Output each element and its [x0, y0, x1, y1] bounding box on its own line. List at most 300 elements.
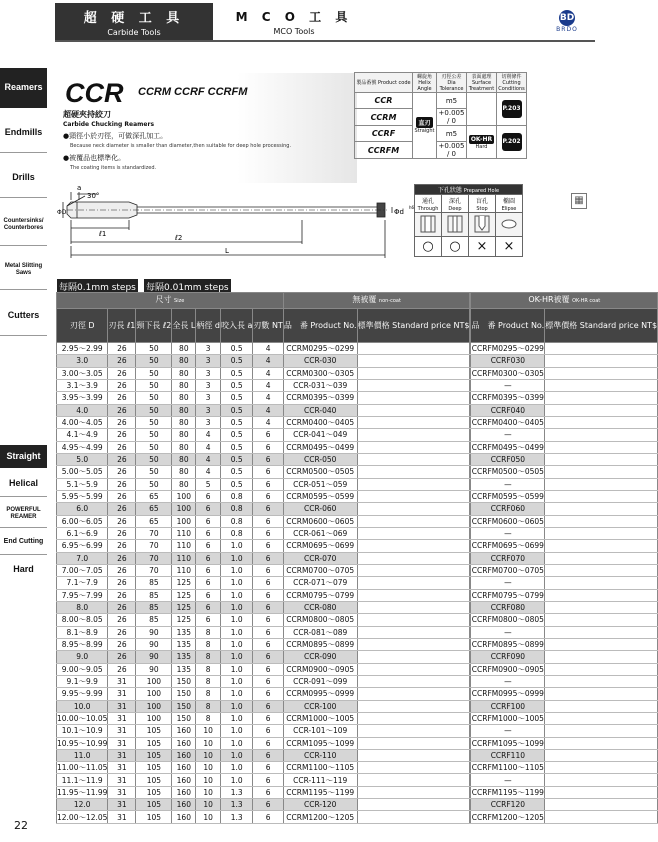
cell-d: 10 — [196, 749, 221, 761]
cell-price — [357, 589, 470, 601]
cell-l1: 31 — [108, 712, 136, 724]
cell-NT: 6 — [253, 688, 283, 700]
cell-NT: 6 — [253, 515, 283, 527]
cell-a: 1.0 — [220, 774, 252, 786]
cell-price — [357, 466, 470, 478]
cell-NT: 4 — [253, 404, 283, 416]
stop-hole-icon — [469, 213, 496, 237]
cell-price-okhr — [545, 626, 658, 638]
cell-product-no: CCRM0900～0905 — [283, 663, 357, 675]
cell-product-no: CCRM1195～1199 — [283, 786, 357, 798]
table-row — [57, 688, 658, 700]
cell-d: 8 — [196, 700, 221, 712]
brand-title-box — [215, 3, 373, 40]
cell-l2: 50 — [136, 466, 172, 478]
cell-NT: 4 — [253, 355, 283, 367]
cell-l1: 26 — [108, 651, 136, 663]
cell-NT: 6 — [253, 749, 283, 761]
feature-1-cn: ●頸徑小於刃徑，可做深孔加工。 — [63, 132, 168, 140]
hole-title: 下孔狀態 Prepared Hole — [415, 185, 523, 195]
cell-product-no-okhr: — — [471, 527, 545, 539]
table-row — [57, 540, 658, 552]
straight-badge: 直刃 — [416, 117, 432, 128]
cell-NT: 6 — [253, 441, 283, 453]
sidebar-item-hard[interactable]: Hard — [13, 564, 34, 575]
table-row — [57, 774, 658, 786]
elipse-hole-icon — [496, 213, 523, 237]
cell-L: 150 — [172, 688, 196, 700]
cell-l2: 50 — [136, 367, 172, 379]
sidebar-item-straight[interactable]: Straight — [0, 445, 47, 468]
table-row — [57, 811, 658, 823]
cell-product-no-okhr: CCRF090 — [471, 651, 545, 663]
cell-price — [357, 392, 470, 404]
cell-d: 8 — [196, 638, 221, 650]
cell-product-no: CCR-091～099 — [283, 675, 357, 687]
cell-product-no-okhr: CCRFM1100～1105 — [471, 763, 544, 773]
cell-a: 1.0 — [220, 626, 252, 638]
cell-D: 6.0 — [57, 503, 108, 515]
cell-d: 3 — [196, 343, 221, 355]
cell-NT: 6 — [253, 638, 283, 650]
cell-d: 6 — [196, 564, 221, 576]
cell-L: 80 — [172, 453, 196, 465]
cell-product-no-okhr: CCRFM0495～0499 — [471, 442, 544, 452]
cell-L: 150 — [172, 675, 196, 687]
cell-l1: 26 — [108, 379, 136, 391]
cell-l1: 31 — [108, 774, 136, 786]
cell-price-okhr — [545, 527, 658, 539]
cell-l2: 85 — [136, 577, 172, 589]
cell-D: 9.00～9.05 — [57, 663, 108, 675]
col-price-okhr: 標準價格 Standard price NT$ — [545, 309, 658, 343]
table-row — [57, 564, 658, 576]
cell-d: 5 — [196, 478, 221, 490]
cell-D: 11.00～11.05 — [57, 763, 108, 773]
table-row — [57, 379, 658, 391]
cell-d: 6 — [196, 527, 221, 539]
cell-product-no-okhr: — — [471, 725, 545, 737]
grid-icon[interactable]: ▦ — [571, 193, 587, 209]
product-name-en: Carbide Chucking Reamers — [63, 121, 155, 128]
cell-product-no: CCR-101～109 — [283, 725, 357, 737]
cell-D: 7.00～7.05 — [57, 564, 108, 576]
cell-L: 135 — [172, 663, 196, 675]
cell-NT: 6 — [253, 786, 283, 798]
cell-product-no-okhr: CCRFM1200～1205 — [471, 812, 544, 822]
cell-l2: 100 — [136, 675, 172, 687]
cell-product-no-okhr: CCRFM0895～0899 — [471, 640, 544, 650]
cell-NT: 6 — [253, 601, 283, 613]
cell-a: 1.0 — [220, 577, 252, 589]
cell-a: 1.0 — [220, 638, 252, 650]
helix-cell — [413, 93, 437, 159]
cell-product-no-okhr: CCRF110 — [471, 749, 545, 761]
col-D: 刃徑 D — [57, 309, 108, 343]
cell-product-no-okhr: CCRF050 — [471, 453, 545, 465]
cell-price — [357, 688, 470, 700]
cell-l1: 31 — [108, 786, 136, 798]
cell-a: 1.0 — [220, 762, 252, 774]
cell-l2: 90 — [136, 651, 172, 663]
cell-a: 1.0 — [220, 663, 252, 675]
cell-product-no: CCRM0795～0799 — [283, 589, 357, 601]
cell-price-okhr — [545, 774, 658, 786]
cell-price — [357, 453, 470, 465]
cell-d: 6 — [196, 503, 221, 515]
cell-d: 10 — [196, 774, 221, 786]
cell-product-no: CCR-031～039 — [283, 379, 357, 391]
cell-L: 125 — [172, 614, 196, 626]
cell-product-no-okhr: CCRF120 — [471, 799, 545, 811]
hole-col-elipse: 橢圓 Elipse — [496, 195, 523, 213]
label-d: Φd — [394, 208, 404, 216]
prepared-hole-table — [414, 184, 523, 257]
cell-D: 11.1～11.9 — [57, 774, 108, 786]
cell-D: 3.0 — [57, 355, 108, 367]
cell-price-okhr — [545, 429, 658, 441]
cell-price — [357, 540, 470, 552]
cell-D: 8.0 — [57, 601, 108, 613]
cell-NT: 6 — [253, 552, 283, 564]
cell-price — [357, 786, 470, 798]
cell-price-okhr — [545, 589, 658, 601]
cell-a: 0.5 — [220, 429, 252, 441]
table-row — [57, 737, 658, 749]
cell-a: 1.0 — [220, 552, 252, 564]
col-product-no: 品 番 Product No. — [283, 309, 357, 343]
hole-col-through: 通孔 Through — [415, 195, 442, 213]
sidebar-item-helical[interactable]: Helical — [0, 472, 47, 497]
cell-price — [357, 478, 470, 490]
cell-d: 10 — [196, 737, 221, 749]
cell-a: 0.5 — [220, 392, 252, 404]
cell-product-no: CCRM0295～0299 — [283, 343, 357, 355]
cell-price — [357, 712, 470, 724]
cell-d: 8 — [196, 675, 221, 687]
label-D: ΦD — [57, 209, 67, 216]
cell-NT: 6 — [253, 527, 283, 539]
cell-D: 9.0 — [57, 651, 108, 663]
col-d: 柄徑 d — [196, 309, 221, 343]
sidebar-item-end-cutting[interactable]: End Cutting — [0, 530, 47, 555]
page-header — [0, 0, 597, 44]
cell-D: 7.1～7.9 — [57, 577, 108, 589]
cell-product-no-okhr: CCRFM0500～0505 — [471, 467, 544, 477]
cell-price — [357, 404, 470, 416]
cell-L: 125 — [172, 601, 196, 613]
cell-price-okhr — [545, 675, 658, 687]
cell-D: 9.95～9.99 — [57, 688, 108, 700]
cell-l1: 31 — [108, 700, 136, 712]
cell-price-okhr — [545, 416, 658, 428]
cell-price — [357, 638, 470, 650]
sidebar-item-endmills[interactable]: Endmills — [0, 113, 47, 153]
page-ref-icon[interactable]: P.202 — [502, 133, 522, 151]
cell-product-no: CCRM0995～0999 — [283, 688, 357, 700]
cell-L: 160 — [172, 749, 196, 761]
cond2-cell[interactable] — [497, 126, 527, 159]
cell-L: 80 — [172, 441, 196, 453]
cell-price-okhr — [545, 490, 658, 502]
cond1-cell[interactable] — [497, 93, 527, 126]
cell-l2: 70 — [136, 540, 172, 552]
cell-price — [357, 503, 470, 515]
cell-product-no: CCR-060 — [283, 503, 357, 515]
through-hole-icon — [415, 213, 442, 237]
cell-price — [357, 552, 470, 564]
feature-1-en: Because neck diameter is smaller than diameter,then suitable for deep hole processing. — [70, 143, 292, 149]
cell-L: 110 — [172, 540, 196, 552]
cell-l1: 31 — [108, 737, 136, 749]
cell-L: 135 — [172, 638, 196, 650]
cell-a: 1.0 — [220, 700, 252, 712]
cell-price — [357, 577, 470, 589]
deep-mark: ○ — [442, 237, 469, 257]
cell-a: 1.0 — [220, 688, 252, 700]
cell-product-no-okhr: — — [471, 675, 545, 687]
cell-product-no: CCRM0800～0805 — [283, 614, 357, 626]
table-row — [57, 429, 658, 441]
spec-code: CCRF — [355, 126, 413, 142]
cell-product-no: CCRM0895～0899 — [283, 638, 357, 650]
cell-a: 1.3 — [220, 786, 252, 798]
cell-a: 0.8 — [220, 503, 252, 515]
cell-L: 80 — [172, 355, 196, 367]
cell-l2: 100 — [136, 700, 172, 712]
cell-product-no: CCRM0500～0505 — [283, 466, 357, 478]
cell-l2: 100 — [136, 688, 172, 700]
cell-price — [357, 515, 470, 527]
cell-product-no: CCR-100 — [283, 700, 357, 712]
cell-l1: 26 — [108, 404, 136, 416]
table-row — [57, 355, 658, 367]
cell-L: 80 — [172, 379, 196, 391]
cell-d: 10 — [196, 799, 221, 811]
cell-d: 10 — [196, 762, 221, 774]
cell-a: 1.0 — [220, 749, 252, 761]
cell-product-no: CCRM1100～1105 — [283, 762, 357, 774]
cell-price-okhr — [545, 577, 658, 589]
cell-d: 6 — [196, 490, 221, 502]
cell-l1: 26 — [108, 552, 136, 564]
cell-D: 12.00～12.05 — [57, 812, 108, 822]
cell-L: 110 — [172, 527, 196, 539]
cell-l2: 70 — [136, 527, 172, 539]
cell-product-no-okhr: — — [471, 429, 545, 441]
cell-l2: 50 — [136, 404, 172, 416]
cell-price — [357, 663, 470, 675]
sidebar-item-powerful-reamer[interactable]: POWERFUL REAMER — [0, 500, 47, 528]
cell-price-okhr — [545, 564, 658, 576]
cell-product-no: CCR-041～049 — [283, 429, 357, 441]
cell-a: 1.0 — [220, 614, 252, 626]
cell-NT: 6 — [253, 453, 283, 465]
cell-product-no: CCR-050 — [283, 453, 357, 465]
cell-NT: 6 — [253, 762, 283, 774]
table-row — [57, 749, 658, 761]
cell-a: 0.5 — [220, 416, 252, 428]
brand-subtitle: MCO Tools — [273, 27, 315, 36]
cell-price-okhr — [545, 638, 658, 650]
cell-product-no: CCR-051～059 — [283, 478, 357, 490]
cell-a: 0.5 — [220, 343, 252, 355]
cell-product-no: CCR-040 — [283, 404, 357, 416]
cell-L: 110 — [172, 564, 196, 576]
cell-l2: 50 — [136, 379, 172, 391]
table-row — [57, 416, 658, 428]
cell-price — [357, 355, 470, 367]
cell-l1: 26 — [108, 577, 136, 589]
table-row — [57, 343, 658, 355]
cell-product-no: CCRM0600～0605 — [283, 515, 357, 527]
cell-price — [357, 700, 470, 712]
cell-d: 8 — [196, 712, 221, 724]
cell-l1: 26 — [108, 490, 136, 502]
cell-price-okhr — [545, 725, 658, 737]
cell-l2: 85 — [136, 589, 172, 601]
cell-l2: 50 — [136, 343, 172, 355]
cell-NT: 6 — [253, 577, 283, 589]
cell-D: 3.1～3.9 — [57, 379, 108, 391]
cell-product-no-okhr: CCRFM1095～1099 — [471, 738, 544, 748]
cell-price — [357, 675, 470, 687]
okhr-badge: OK-HR — [470, 135, 493, 143]
cell-l2: 90 — [136, 663, 172, 675]
cell-price — [357, 651, 470, 663]
cell-product-no: CCR-080 — [283, 601, 357, 613]
cell-l2: 105 — [136, 725, 172, 737]
table-row — [57, 367, 658, 379]
treatment-blank — [467, 93, 497, 126]
spec-code: CCR — [355, 93, 413, 109]
col-l2: 頸下長 ℓ2 — [136, 309, 172, 343]
cell-price-okhr — [545, 811, 658, 823]
table-row — [57, 527, 658, 539]
cell-NT: 6 — [253, 564, 283, 576]
step-label-right: 每隔0.01mm steps — [144, 279, 231, 294]
cell-d: 4 — [196, 453, 221, 465]
cell-price-okhr — [545, 663, 658, 675]
cell-product-no: CCRM0695～0699 — [283, 540, 357, 552]
cell-d: 8 — [196, 651, 221, 663]
cell-NT: 6 — [253, 503, 283, 515]
cell-a: 0.8 — [220, 515, 252, 527]
table-row — [57, 404, 658, 416]
cell-l1: 26 — [108, 453, 136, 465]
cell-L: 80 — [172, 478, 196, 490]
cell-l2: 105 — [136, 762, 172, 774]
cell-L: 80 — [172, 392, 196, 404]
cell-NT: 6 — [253, 663, 283, 675]
cell-L: 135 — [172, 651, 196, 663]
cell-L: 160 — [172, 774, 196, 786]
sidebar-item-slitting-saws[interactable]: Metal Slitting Saws — [0, 250, 47, 290]
table-row — [57, 663, 658, 675]
cell-D: 11.95～11.99 — [57, 787, 108, 797]
cell-NT: 6 — [253, 725, 283, 737]
sidebar-item-reamers[interactable]: Reamers — [0, 68, 47, 108]
col-price: 標準價格 Standard price NT$ — [357, 309, 470, 343]
cell-l2: 100 — [136, 712, 172, 724]
sidebar-item-drills[interactable]: Drills — [0, 158, 47, 198]
cell-product-no: CCR-071～079 — [283, 577, 357, 589]
cell-a: 1.3 — [220, 799, 252, 811]
cell-price-okhr — [545, 614, 658, 626]
cell-l2: 50 — [136, 441, 172, 453]
cell-product-no-okhr: CCRFM0595～0599 — [471, 492, 544, 502]
header-divider — [55, 40, 595, 42]
cell-l2: 105 — [136, 774, 172, 786]
cell-a: 1.0 — [220, 725, 252, 737]
cell-l1: 26 — [108, 355, 136, 367]
cell-product-no-okhr: CCRFM0300～0305 — [471, 368, 544, 378]
cell-d: 6 — [196, 614, 221, 626]
cell-d: 6 — [196, 589, 221, 601]
cell-a: 0.8 — [220, 490, 252, 502]
cell-price-okhr — [545, 786, 658, 798]
cell-L: 160 — [172, 737, 196, 749]
cell-price-okhr — [545, 552, 658, 564]
table-row — [57, 466, 658, 478]
spec-header-helix: 螺旋角 Helix Angle — [413, 73, 437, 93]
spec-tol: m5 — [437, 93, 467, 109]
cell-NT: 6 — [253, 799, 283, 811]
feature-2-en: The coating items is standardized. — [70, 165, 157, 171]
cell-price — [357, 725, 470, 737]
cell-l1: 31 — [108, 675, 136, 687]
table-row — [57, 712, 658, 724]
cell-a: 1.3 — [220, 811, 252, 823]
cell-product-no: CCR-070 — [283, 552, 357, 564]
cell-l2: 50 — [136, 416, 172, 428]
cell-a: 0.5 — [220, 367, 252, 379]
cell-NT: 6 — [253, 774, 283, 786]
page-number: 22 — [14, 819, 28, 832]
cell-D: 11.0 — [57, 749, 108, 761]
section-title: 超 硬 工 具 — [83, 11, 185, 26]
cell-product-no-okhr: CCRF070 — [471, 552, 545, 564]
cell-L: 160 — [172, 811, 196, 823]
cell-price-okhr — [545, 799, 658, 811]
cell-l1: 26 — [108, 527, 136, 539]
cell-D: 6.00～6.05 — [57, 515, 108, 527]
page-ref-icon[interactable]: P.203 — [502, 100, 522, 118]
cell-product-no-okhr: — — [471, 379, 545, 391]
table-row — [57, 515, 658, 527]
sidebar-item-cutters[interactable]: Cutters — [0, 296, 47, 336]
cell-l1: 26 — [108, 503, 136, 515]
cell-product-no: CCRM1095～1099 — [283, 737, 357, 749]
cell-price-okhr — [545, 355, 658, 367]
cell-D: 7.95～7.99 — [57, 589, 108, 601]
sidebar-item-countersinks[interactable]: Countersinks/ Counterbores — [0, 204, 47, 246]
cell-price — [357, 490, 470, 502]
cell-price-okhr — [545, 737, 658, 749]
cell-NT: 4 — [253, 392, 283, 404]
cell-L: 125 — [172, 589, 196, 601]
cell-price — [357, 527, 470, 539]
cell-d: 4 — [196, 441, 221, 453]
cell-NT: 4 — [253, 343, 283, 355]
cell-l1: 31 — [108, 749, 136, 761]
label-L: L — [225, 247, 229, 255]
cell-L: 80 — [172, 343, 196, 355]
label-h6: h6 — [409, 205, 415, 210]
cell-L: 100 — [172, 490, 196, 502]
cell-price-okhr — [545, 700, 658, 712]
col-l1: 刃長 ℓ1 — [108, 309, 136, 343]
